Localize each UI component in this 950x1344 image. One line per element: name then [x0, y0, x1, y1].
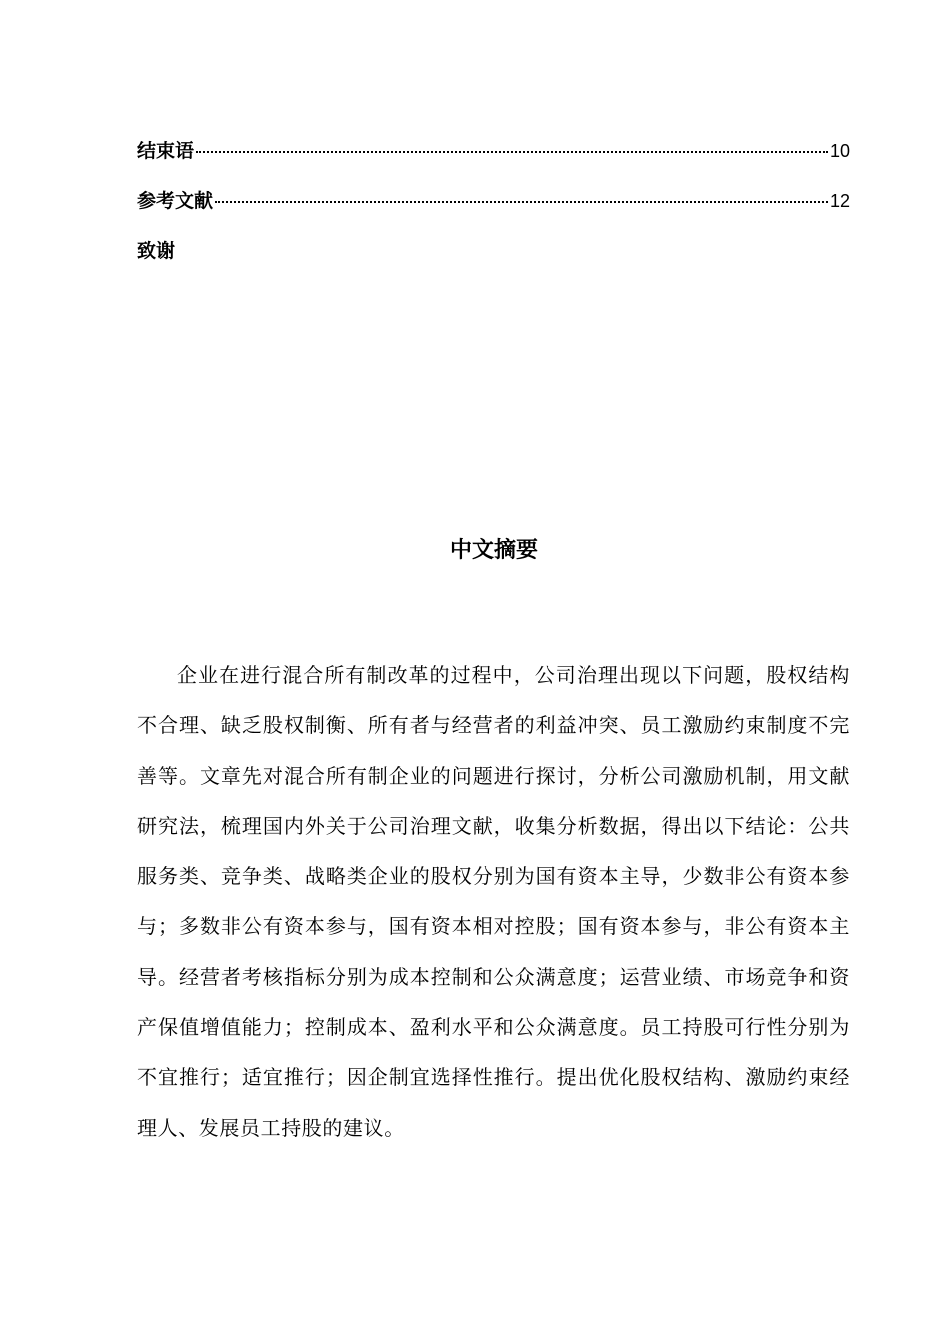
- toc-entry-references[interactable]: [137, 186, 850, 236]
- toc-entry-title: 结束语: [137, 140, 195, 162]
- toc-entry-title: 参考文献: [137, 190, 214, 212]
- toc-entry-title: 致谢: [137, 240, 176, 262]
- toc-entry-conclusion[interactable]: [137, 136, 850, 186]
- toc-dot-leader: [215, 201, 828, 203]
- table-of-contents: [137, 136, 850, 286]
- abstract-heading: 中文摘要: [449, 538, 538, 563]
- toc-dot-leader: [196, 151, 828, 153]
- toc-entry-page: 12: [829, 191, 850, 211]
- toc-entry-acknowledgements[interactable]: [137, 236, 850, 286]
- toc-entry-page: 10: [829, 141, 850, 161]
- abstract-paragraph: 企业在进行混合所有制改革的过程中，公司治理出现以下问题，股权结构不合理、缺乏股权制衡、所有者与经营者的利益冲突、员工激励约束制度不完善等。文章先对混合所有制企业的问题进行探讨，分析公司激励机制，用文献研究法，梳理国内外关于公司治理文献，收集分析数据，得出以下结论：公共服务类、竞争类、战略类企业的股权分别为国有资本主导，少数非公有资本参与；多数非公有资本参与，国有资本相对控股；国有资本参与，非公有资本主导。经营者考核指标分别为成本控制和公众满意度；运营业绩、市场竞争和资产保值增值能力；控制成本、盈利水平和公众满意度。员工持股可行性分别为不宜推行；适宜推行；因企制宜选择性推行。提出优化股权结构、激励约束经理人、发展员工持股的建议。: [137, 663, 850, 1140]
